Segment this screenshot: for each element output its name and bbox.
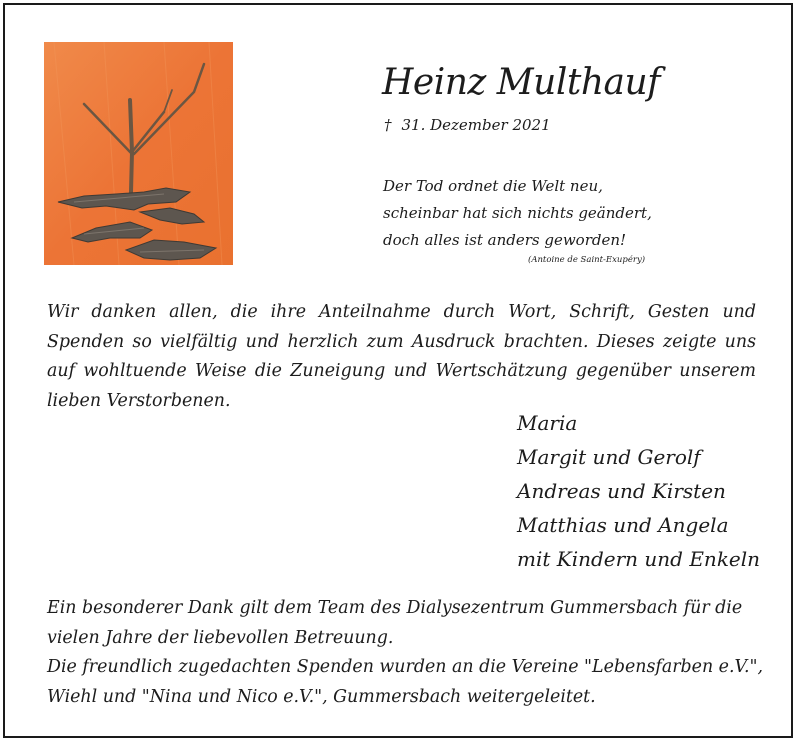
- branch-driftwood-icon: [44, 42, 233, 265]
- closing-line: Die freundlich zugedachten Spenden wurden an die Vereine "Lebensfarben e.V.",: [47, 657, 764, 677]
- signer: Andreas und Kirsten: [517, 479, 726, 503]
- closing-line: Wiehl und "Nina und Nico e.V.", Gummersbach weitergeleitet.: [47, 686, 596, 707]
- death-date: [384, 116, 551, 134]
- quote-line: Der Tod ordnet die Welt neu,: [383, 177, 603, 195]
- death-date-text: 31. Dezember 2021: [401, 116, 551, 134]
- quote-line: scheinbar hat sich nichts geändert,: [383, 204, 652, 222]
- quote: [383, 173, 652, 254]
- closing-line: vielen Jahre der liebevollen Betreuung.: [47, 627, 394, 648]
- quote-attribution: (Antoine de Saint-Exupéry): [528, 255, 646, 265]
- thanks-paragraph: Wir danken allen, die ihre Anteilnahme durch Wort, Schrift, Gesten und Spenden so vielfältig und herzlich zum Ausdruck brachten. Dieses zeigte uns auf wohltuende Weise die Zuneigung und Wertschätzung gegenüber unserem lieben Verstorbenen.: [47, 302, 756, 411]
- signer: Maria: [517, 411, 578, 435]
- quote-line: doch alles ist anders geworden!: [383, 231, 627, 249]
- deceased-name: Heinz Multhauf: [382, 62, 660, 103]
- closing-paragraph: [47, 594, 764, 712]
- closing-line: Ein besonderer Dank gilt dem Team des Dialysezentrum Gummersbach für die: [47, 598, 743, 618]
- cross-icon: †: [384, 116, 392, 134]
- signer: mit Kindern und Enkeln: [517, 547, 761, 571]
- memorial-photo: [44, 42, 233, 265]
- signers: [517, 406, 760, 576]
- signer: Matthias und Angela: [517, 513, 729, 537]
- signer: Margit und Gerolf: [517, 445, 701, 469]
